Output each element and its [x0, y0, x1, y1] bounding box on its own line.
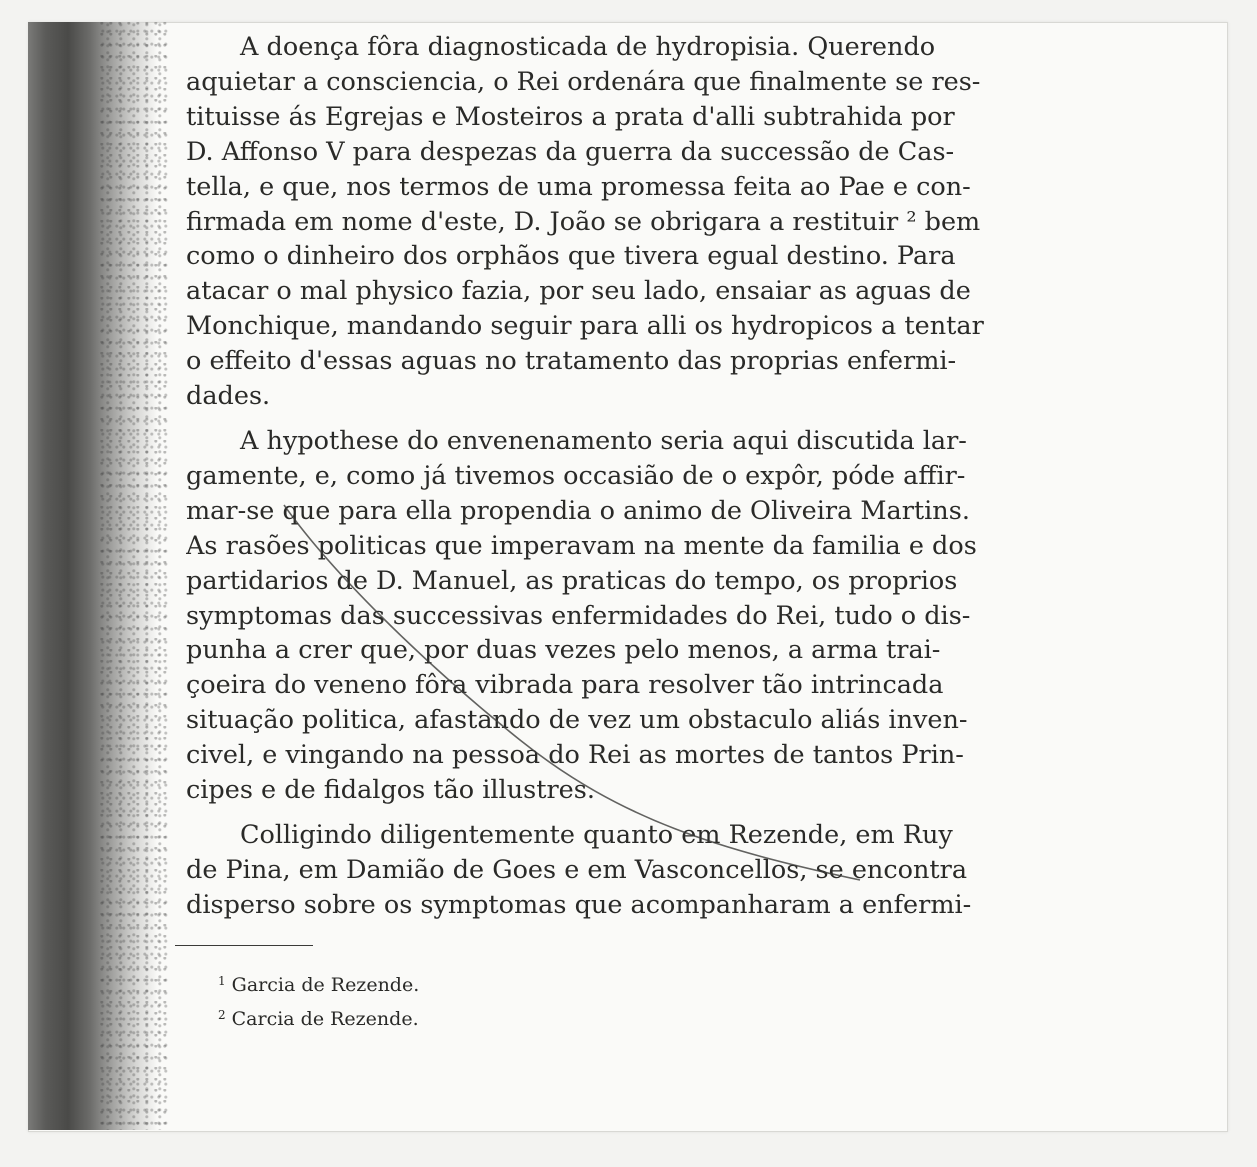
paragraph-1 — [186, 30, 994, 414]
text-line: As rasões politicas que imperavam na mente da familia e dos — [186, 530, 977, 561]
body-text — [186, 30, 994, 923]
text-line: atacar o mal physico fazia, por seu lado, ensaiar as aguas de — [186, 276, 971, 307]
text-line: gamente, e, como já tivemos occasião de o expôr, póde affir- — [186, 460, 966, 491]
text-line: A hypothese do envenenamento seria aqui discutida lar- — [240, 425, 967, 456]
text-line: punha a crer que, por duas vezes pelo menos, a arma trai- — [186, 635, 941, 666]
text-line: tituisse ás Egrejas e Mosteiros a prata d'alli subtrahida por — [186, 101, 955, 132]
footnotes — [218, 966, 419, 1034]
text-line: civel, e vingando na pessoa do Rei as mortes de tantos Prin- — [186, 740, 964, 771]
text-line: firmada em nome d'este, D. João se obrigara a restituir ² bem — [186, 206, 981, 237]
text-line: D. Affonso V para despezas da guerra da successão de Cas- — [186, 136, 955, 167]
footnote-marker: 1 — [218, 974, 226, 988]
paragraph-3 — [186, 818, 994, 923]
text-line: dades. — [186, 381, 271, 412]
text-line: como o dinheiro dos orphãos que tivera egual destino. Para — [186, 241, 956, 272]
footnote-marker: 2 — [218, 1008, 226, 1022]
text-line: Monchique, mandando seguir para alli os hydropicos a tentar — [186, 311, 984, 342]
paragraph-2 — [186, 424, 994, 808]
footnote-rule — [175, 945, 313, 946]
text-line: symptomas das successivas enfermidades do Rei, tudo o dis- — [186, 600, 971, 631]
text-line: mar-se que para ella propendia o animo de Oliveira Martins. — [186, 495, 970, 526]
scan-noise — [100, 22, 170, 1130]
text-line: tella, e que, nos termos de uma promessa feita ao Pae e con- — [186, 171, 971, 202]
text-line: A doença fôra diagnosticada de hydropisia. Querendo — [240, 32, 936, 62]
text-line: partidarios de D. Manuel, as praticas do tempo, os proprios — [186, 565, 958, 596]
text-line: çoeira do veneno fôra vibrada para resolver tão intrincada — [186, 670, 944, 701]
text-line: Colligindo diligentemente quanto em Rezende, em Ruy — [240, 819, 953, 850]
footnote-text: Garcia de Rezende. — [231, 974, 420, 996]
text-line: o effeito d'essas aguas no tratamento das proprias enfermi- — [186, 346, 957, 377]
text-line: de Pina, em Damião de Goes e em Vasconcellos, se encontra — [186, 854, 968, 885]
text-line: cipes e de fidalgos tão illustres. — [186, 775, 595, 806]
footnote-2 — [218, 1000, 419, 1034]
footnote-1 — [218, 966, 419, 1000]
text-line: situação politica, afastando de vez um obstaculo aliás inven- — [186, 705, 968, 736]
text-line: disperso sobre os symptomas que acompanharam a enfermi- — [186, 889, 972, 920]
footnote-text: Carcia de Rezende. — [231, 1008, 419, 1030]
text-line: aquietar a consciencia, o Rei ordenára que finalmente se res- — [186, 66, 981, 97]
